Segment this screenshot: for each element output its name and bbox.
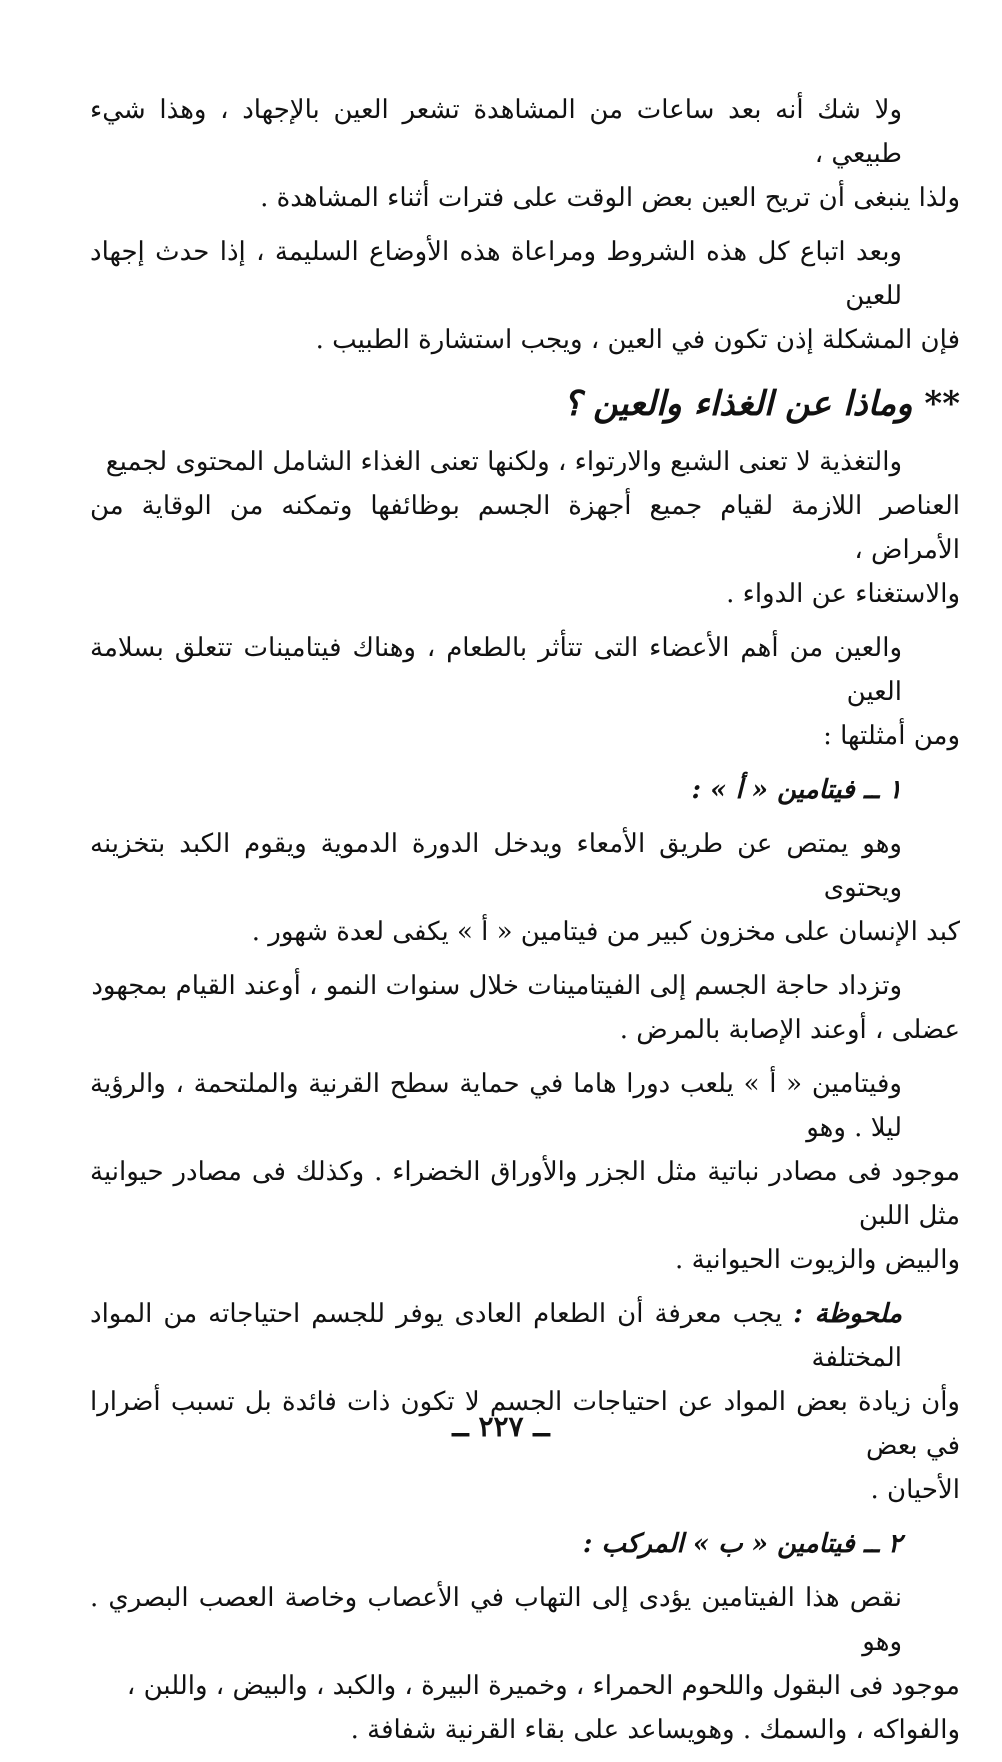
note-text: يجب معرفة أن الطعام العادى يوفر للجسم احتياجاته من المواد المختلفة	[90, 1299, 902, 1373]
text-line: والعين من أهم الأعضاء التى تتأثر بالطعام ، وهناك فيتامينات تتعلق بسلامة العين	[90, 633, 902, 707]
text-line	[90, 1292, 960, 1380]
text-line: وفيتامين « أ » يلعب دورا هاما في حماية سطح القرنية والملتحمة ، والرؤية ليلا . وهو	[90, 1069, 902, 1143]
paragraph-eye-vitamins	[90, 626, 960, 758]
text-line: والبيض والزيوت الحيوانية .	[675, 1245, 960, 1275]
text-line: وهو يمتص عن طريق الأمعاء ويدخل الدورة الدموية ويقوم الكبد بتخزينه ويحتوى	[90, 829, 902, 903]
text-line: وتزداد حاجة الجسم إلى الفيتامينات خلال سنوات النمو ، أوعند القيام بمجهود	[91, 971, 902, 1001]
document-page	[90, 88, 960, 1762]
text-line: فإن المشكلة إذن تكون في العين ، ويجب استشارة الطبيب .	[315, 325, 960, 355]
paragraph-nutrition	[90, 440, 960, 616]
text-line: والتغذية لا تعنى الشبع والارتواء ، ولكنها تعنى الغذاء الشامل المحتوى لجميع	[105, 447, 902, 477]
text-line: موجود فى مصادر نباتية مثل الجزر والأوراق الخضراء . وكذلك فى مصادر حيوانية مثل اللبن	[90, 1157, 960, 1231]
text-line: كبد الإنسان على مخزون كبير من فيتامين « أ » يكفى لعدة شهور .	[251, 917, 960, 947]
text-line: الأحيان .	[870, 1475, 960, 1505]
section-heading-food-and-eye: ** وماذا عن الغذاء والعين ؟	[563, 384, 960, 424]
text-line: ومن أمثلتها :	[823, 721, 960, 751]
text-line: العناصر اللازمة لقيام جميع أجهزة الجسم بوظائفها وتمكنه من الوقاية من الأمراض ،	[90, 491, 960, 565]
note-label: ملحوظة :	[793, 1299, 903, 1329]
text-line: نقص هذا الفيتامين يؤدى إلى التهاب في الأعصاب وخاصة العصب البصري . وهو	[90, 1583, 902, 1657]
text-line: وأن زيادة بعض المواد عن احتياجات الجسم لا تكون ذات فائدة بل تسبب أضرارا في بعض	[90, 1387, 960, 1461]
text-line: عضلى ، أوعند الإصابة بالمرض .	[619, 1015, 960, 1045]
text-line: والاستغناء عن الدواء .	[726, 579, 960, 609]
text-line: وبعد اتباع كل هذه الشروط ومراعاة هذه الأوضاع السليمة ، إذا حدث إجهاد للعين	[90, 237, 902, 311]
paragraph-vitamin-b	[90, 1576, 960, 1752]
page-number: ــ ٢٢٧ ــ	[452, 1410, 550, 1443]
subheading-vitamin-b-complex: ٢ ــ فيتامين « ب » المركب :	[582, 1529, 902, 1559]
text-line: موجود فى البقول واللحوم الحمراء ، وخميرة البيرة ، والكبد ، والبيض ، واللبن ،	[126, 1671, 960, 1701]
paragraph-eye-strain	[90, 88, 960, 220]
text-line: ولا شك أنه بعد ساعات من المشاهدة تشعر العين بالإجهاد ، وهذا شيء طبيعي ،	[90, 95, 902, 169]
paragraph-note	[90, 1292, 960, 1512]
paragraph-vitamin-needs	[90, 964, 960, 1052]
paragraph-vitamin-a-absorption	[90, 822, 960, 954]
text-line: والفواكه ، والسمك . وهويساعد على بقاء القرنية شفافة .	[350, 1715, 960, 1745]
paragraph-vitamin-a-sources	[90, 1062, 960, 1282]
text-line: ولذا ينبغى أن تريح العين بعض الوقت على فترات أثناء المشاهدة .	[260, 183, 960, 213]
subheading-vitamin-a: ١ ــ فيتامين « أ » :	[691, 775, 902, 805]
paragraph-consult-doctor	[90, 230, 960, 362]
